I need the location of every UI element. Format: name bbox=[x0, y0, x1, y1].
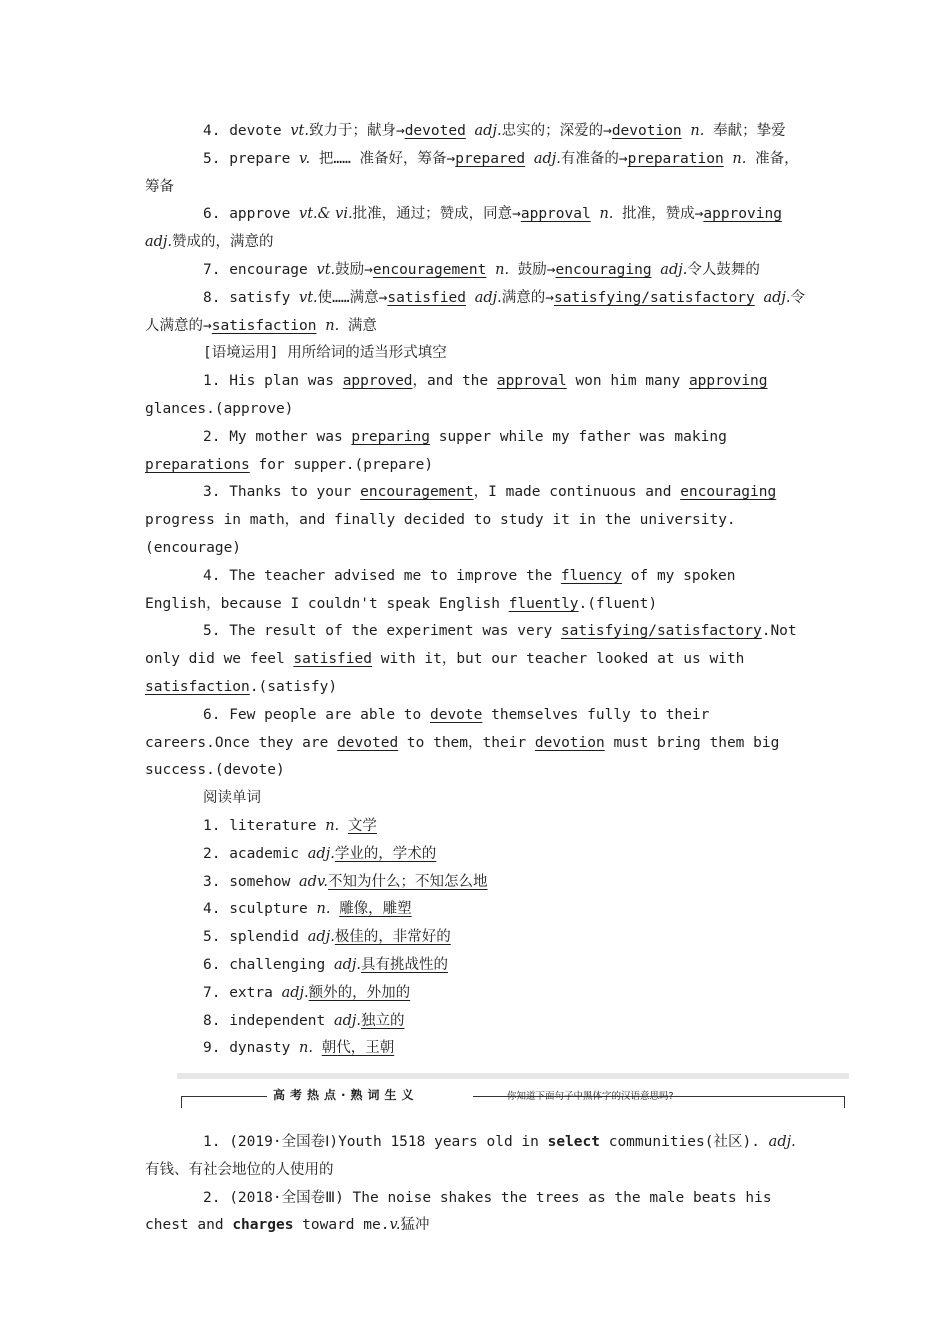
pos: n. bbox=[690, 123, 705, 139]
text: of my spoken English，because I couldn't speak English bbox=[145, 567, 736, 612]
answer: encouragement bbox=[372, 261, 487, 278]
sep bbox=[330, 901, 339, 917]
definition: 文学 bbox=[347, 817, 377, 834]
pos: v. bbox=[299, 150, 311, 167]
word: 9. dynasty bbox=[203, 1040, 300, 1057]
text: 8. satisfy bbox=[203, 289, 300, 306]
text: 把…… 准备好，筹备→ bbox=[310, 150, 456, 167]
reading-heading: 阅读单词 bbox=[203, 790, 261, 807]
reading-item bbox=[145, 1035, 807, 1063]
reading-item bbox=[145, 1008, 807, 1036]
text: 2. (2018·全国卷Ⅲ) The noise shakes the trees as the male beats his chest and bbox=[145, 1189, 772, 1234]
answer: devotion bbox=[611, 123, 682, 139]
answer: devote bbox=[429, 706, 483, 723]
text: 令人鼓舞的 bbox=[687, 261, 760, 278]
pos: adj. bbox=[281, 984, 309, 1001]
answer: approving bbox=[688, 373, 768, 390]
answer: satisfied bbox=[293, 651, 372, 668]
pos: n. bbox=[316, 901, 331, 918]
word: 6. challenging bbox=[203, 956, 334, 973]
vocab-item-satisfy bbox=[145, 285, 807, 341]
reading-item bbox=[145, 980, 807, 1008]
text: .(fluent) bbox=[578, 595, 658, 612]
definition: 额外的，外加的 bbox=[308, 984, 411, 1001]
hotspot-1 bbox=[145, 1129, 807, 1185]
pos: adj. bbox=[660, 261, 688, 278]
text: 奉献；挚爱 bbox=[704, 123, 786, 139]
text: communities(社区). bbox=[599, 1134, 769, 1151]
answer: fluency bbox=[560, 567, 623, 584]
text: 鼓励→ bbox=[335, 261, 373, 278]
answer: encouraging bbox=[680, 484, 777, 501]
text: 4. The teacher advised me to improve the bbox=[203, 567, 561, 584]
pos: vt. bbox=[290, 123, 309, 139]
word: 4. sculpture bbox=[203, 901, 317, 918]
answer: encouragement bbox=[360, 484, 474, 501]
word: 3. somehow bbox=[203, 873, 300, 890]
text: 1. His plan was bbox=[203, 373, 343, 390]
pos: adj. bbox=[333, 1012, 361, 1029]
text: 满意 bbox=[339, 317, 377, 334]
section-banner bbox=[177, 1073, 849, 1115]
text: 3. Thanks to your bbox=[203, 484, 361, 501]
text: 5. prepare bbox=[203, 150, 300, 167]
text: .Not only did we feel bbox=[145, 623, 797, 668]
bold-word: charges bbox=[232, 1217, 294, 1234]
definition: 雕像，雕塑 bbox=[339, 901, 412, 918]
definition: 朝代，王朝 bbox=[321, 1040, 395, 1057]
hotspot-2 bbox=[145, 1185, 807, 1241]
pos: vt. bbox=[299, 289, 318, 306]
text: 鼓励→ bbox=[509, 261, 556, 278]
definition: 极佳的，非常好的 bbox=[334, 929, 451, 946]
text: 猛冲 bbox=[400, 1217, 430, 1234]
definition: 独立的 bbox=[361, 1012, 405, 1029]
word: 5. splendid bbox=[203, 929, 308, 946]
pos: adj. bbox=[768, 1134, 796, 1151]
text bbox=[525, 151, 534, 167]
answer: satisfied bbox=[387, 289, 466, 306]
vocab-item-approve bbox=[145, 201, 807, 257]
text bbox=[466, 290, 475, 306]
pos: adj. bbox=[763, 289, 791, 306]
text: 6. approve bbox=[203, 206, 300, 223]
answer: satisfaction bbox=[211, 317, 317, 334]
banner-shade bbox=[177, 1073, 849, 1079]
answer: approving bbox=[703, 206, 782, 223]
answer: devotion bbox=[534, 734, 605, 751]
text: 7. encourage bbox=[203, 261, 317, 278]
reading-item bbox=[145, 813, 807, 841]
text: won him many bbox=[566, 373, 689, 390]
pos: adv. bbox=[299, 873, 329, 890]
pos: adj. bbox=[307, 929, 335, 946]
exercise-6 bbox=[145, 702, 807, 785]
text: for supper.(prepare) bbox=[249, 456, 434, 473]
pos: n. bbox=[495, 261, 510, 278]
definition: 不知为什么；不知怎么地 bbox=[328, 873, 488, 890]
text: 批准，通过；赞成，同意→ bbox=[352, 206, 521, 223]
pos: vt. bbox=[316, 261, 336, 278]
reading-item bbox=[145, 869, 807, 897]
pos: adj. bbox=[333, 956, 361, 973]
definition: 具有挑战性的 bbox=[361, 956, 448, 973]
context-heading: [语境运用] 用所给词的适当形式填空 bbox=[203, 345, 447, 362]
text: must bring them big success.(devote) bbox=[145, 734, 780, 779]
pos: n. bbox=[299, 1040, 313, 1057]
answer: preparing bbox=[351, 428, 430, 445]
text: 批准，赞成→ bbox=[613, 206, 704, 223]
pos: adj. bbox=[307, 845, 335, 862]
text: glances.(approve) bbox=[145, 400, 294, 417]
text: .(satisfy) bbox=[249, 678, 338, 695]
text: 有钱、有社会地位的人使用的 bbox=[145, 1161, 334, 1178]
banner-title: 高考热点·熟词生义 bbox=[273, 1088, 419, 1103]
sep bbox=[339, 818, 348, 834]
banner-subtitle: 你知道下面句子中黑体字的汉语意思吗? bbox=[507, 1091, 674, 1103]
answer: devoted bbox=[404, 123, 466, 139]
text bbox=[652, 262, 661, 278]
text: 有准备的→ bbox=[560, 150, 628, 167]
text bbox=[486, 262, 495, 278]
banner-rule bbox=[181, 1096, 267, 1097]
answer: prepared bbox=[455, 150, 526, 167]
text: with it，but our teacher looked at us with bbox=[371, 651, 745, 668]
pos: adj. bbox=[533, 150, 561, 167]
text: 致力于；献身→ bbox=[308, 123, 405, 139]
text: 4. devote bbox=[203, 123, 291, 139]
vocab-item-prepare bbox=[145, 146, 807, 202]
pos: n. bbox=[325, 317, 340, 334]
answer: preparations bbox=[145, 456, 250, 473]
text bbox=[466, 123, 475, 139]
pos: adj. bbox=[474, 123, 502, 139]
pos: n. bbox=[732, 150, 747, 167]
banner-corner bbox=[844, 1096, 845, 1108]
sep bbox=[313, 1040, 322, 1056]
answer: satisfying/satisfactory bbox=[553, 289, 755, 306]
pos: adj. bbox=[145, 234, 173, 251]
text: to them，their bbox=[398, 734, 535, 751]
text bbox=[317, 318, 326, 334]
reading-item bbox=[145, 841, 807, 869]
answer: fluently bbox=[508, 595, 579, 612]
reading-item bbox=[145, 924, 807, 952]
text: ，I made continuous and bbox=[473, 484, 681, 501]
pos: n. bbox=[599, 206, 614, 223]
text: ，and the bbox=[412, 373, 497, 390]
text: 6. Few people are able to bbox=[203, 706, 430, 723]
word: 2. academic bbox=[203, 845, 308, 862]
banner-corner bbox=[181, 1096, 182, 1108]
text: toward me. bbox=[293, 1217, 390, 1234]
text: 1. (2019·全国卷Ⅰ)Youth 1518 years old in bbox=[203, 1134, 548, 1151]
reading-list bbox=[145, 813, 807, 1063]
answer: satisfying/satisfactory bbox=[560, 623, 762, 640]
pos: n. bbox=[325, 817, 340, 834]
exercise-4 bbox=[145, 563, 807, 619]
text: 满意的→ bbox=[501, 289, 554, 306]
text: 令人满意的→ bbox=[145, 289, 806, 334]
reading-item bbox=[145, 952, 807, 980]
exercise-1 bbox=[145, 368, 807, 424]
word: 8. independent bbox=[203, 1012, 334, 1029]
answer: devoted bbox=[337, 734, 399, 751]
text: progress in math，and finally decided to study it in the university.(encourage) bbox=[145, 512, 736, 556]
text: supper while my father was making bbox=[429, 428, 727, 445]
answer: approval bbox=[520, 206, 591, 223]
text bbox=[755, 290, 764, 306]
pos: v. bbox=[389, 1217, 401, 1234]
document-page bbox=[145, 118, 807, 1240]
word: 7. extra bbox=[203, 984, 282, 1001]
exercise-3 bbox=[145, 479, 807, 562]
exercise-2 bbox=[145, 424, 807, 480]
text: 使……满意→ bbox=[317, 289, 388, 306]
pos: vt.& vi. bbox=[299, 206, 353, 223]
answer: approved bbox=[342, 373, 413, 390]
answer: preparation bbox=[627, 150, 724, 167]
definition: 学业的，学术的 bbox=[334, 845, 437, 862]
text: 忠实的；深爱的→ bbox=[501, 123, 612, 139]
bold-word: select bbox=[547, 1134, 600, 1151]
pos: adj. bbox=[474, 289, 502, 306]
text: 赞成的，满意的 bbox=[172, 234, 274, 251]
vocab-item-devote bbox=[145, 118, 807, 146]
text: 准备，筹备 bbox=[145, 150, 799, 195]
answer: encouraging bbox=[555, 261, 652, 278]
answer: approval bbox=[496, 373, 567, 390]
answer: satisfaction bbox=[145, 678, 250, 695]
reading-item bbox=[145, 896, 807, 924]
text: 5. The result of the experiment was very bbox=[203, 623, 561, 640]
vocab-item-encourage bbox=[145, 257, 807, 285]
text: 2. My mother was bbox=[203, 428, 352, 445]
text: themselves fully to their careers.Once they are bbox=[145, 706, 710, 751]
exercise-5 bbox=[145, 618, 807, 701]
word: 1. literature bbox=[203, 817, 326, 834]
